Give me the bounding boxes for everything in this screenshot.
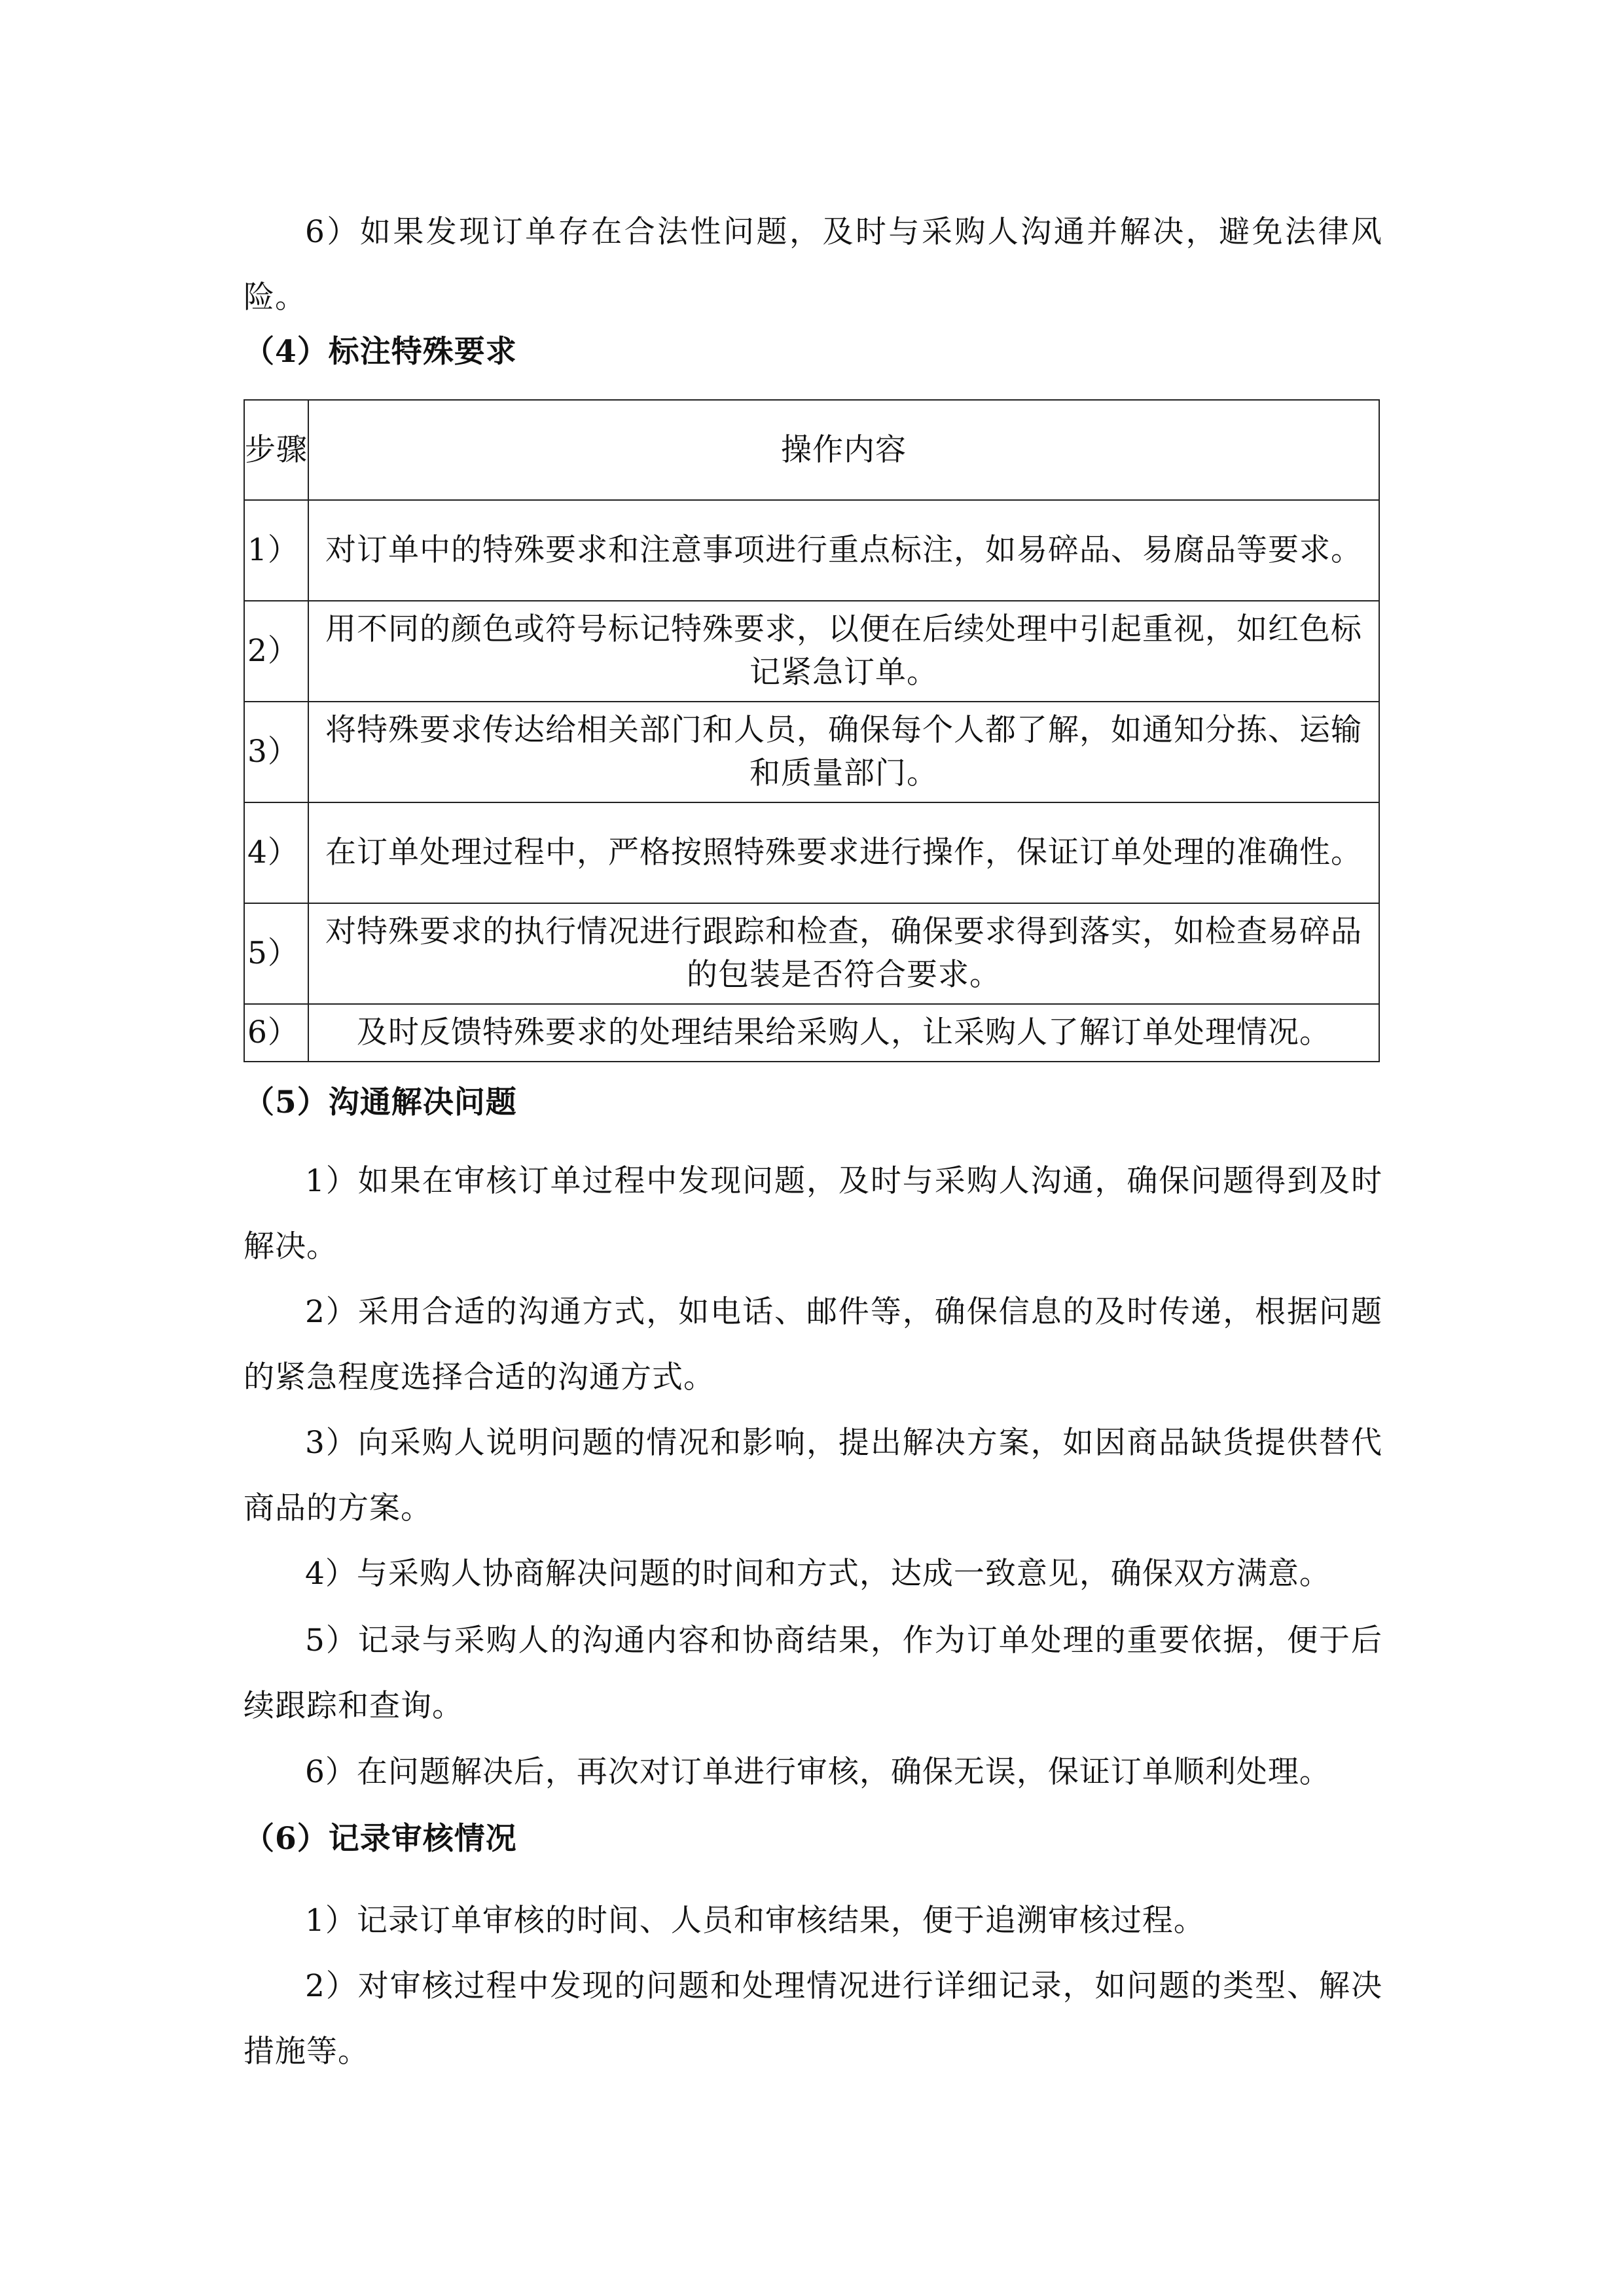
table-row [244, 702, 1379, 802]
section-5-item-1: 1）如果在审核订单过程中发现问题，及时与采购人沟通，确保问题得到及时解决。 [244, 1163, 1382, 1265]
row-step: 5） [244, 903, 308, 1004]
section-6-item-1: 1）记录订单审核的时间、人员和审核结果，便于追溯审核过程。 [305, 1903, 1205, 1939]
row-step: 1） [244, 500, 308, 601]
paragraph-intro-item-6: 6）如果发现订单存在合法性问题，及时与采购人沟通并解决，避免法律风险。 [244, 214, 1382, 315]
header-step: 步骤 [244, 400, 308, 500]
table-row [244, 903, 1379, 1004]
section-6-heading: （6）记录审核情况 [244, 1821, 517, 1857]
table-row [244, 601, 1379, 702]
row-content: 用不同的颜色或符号标记特殊要求，以便在后续处理中引起重视，如红色标记紧急订单。 [308, 601, 1379, 702]
table-row [244, 802, 1379, 903]
table-header-row [244, 400, 1379, 500]
row-content: 及时反馈特殊要求的处理结果给采购人，让采购人了解订单处理情况。 [308, 1004, 1379, 1062]
table-row [244, 1004, 1379, 1062]
row-content: 对特殊要求的执行情况进行跟踪和检查，确保要求得到落实，如检查易碎品的包装是否符合要求。 [308, 903, 1379, 1004]
section-5-item-3: 3）向采购人说明问题的情况和影响，提出解决方案，如因商品缺货提供替代商品的方案。 [244, 1425, 1382, 1526]
row-content: 对订单中的特殊要求和注意事项进行重点标注，如易碎品、易腐品等要求。 [308, 500, 1379, 601]
table-row [244, 500, 1379, 601]
section-5-item-5: 5）记录与采购人的沟通内容和协商结果，作为订单处理的重要依据，便于后续跟踪和查询。 [244, 1623, 1382, 1724]
section-5-heading: （5）沟通解决问题 [244, 1085, 517, 1121]
row-step: 6） [244, 1004, 308, 1062]
row-content: 在订单处理过程中，严格按照特殊要求进行操作，保证订单处理的准确性。 [308, 802, 1379, 903]
special-requirements-table [244, 399, 1380, 1062]
row-step: 2） [244, 601, 308, 702]
row-step: 4） [244, 802, 308, 903]
section-6-item-2: 2）对审核过程中发现的问题和处理情况进行详细记录，如问题的类型、解决措施等。 [244, 1968, 1382, 2070]
row-step: 3） [244, 702, 308, 802]
section-5-item-2: 2）采用合适的沟通方式，如电话、邮件等，确保信息的及时传递，根据问题的紧急程度选择合适的沟通方式。 [244, 1294, 1382, 1395]
section-4-heading: （4）标注特殊要求 [244, 334, 517, 370]
header-content: 操作内容 [308, 400, 1379, 500]
section-5-item-4: 4）与采购人协商解决问题的时间和方式，达成一致意见，确保双方满意。 [305, 1556, 1331, 1592]
row-content: 将特殊要求传达给相关部门和人员，确保每个人都了解，如通知分拣、运输和质量部门。 [308, 702, 1379, 802]
section-5-item-6: 6）在问题解决后，再次对订单进行审核，确保无误，保证订单顺利处理。 [305, 1754, 1331, 1790]
